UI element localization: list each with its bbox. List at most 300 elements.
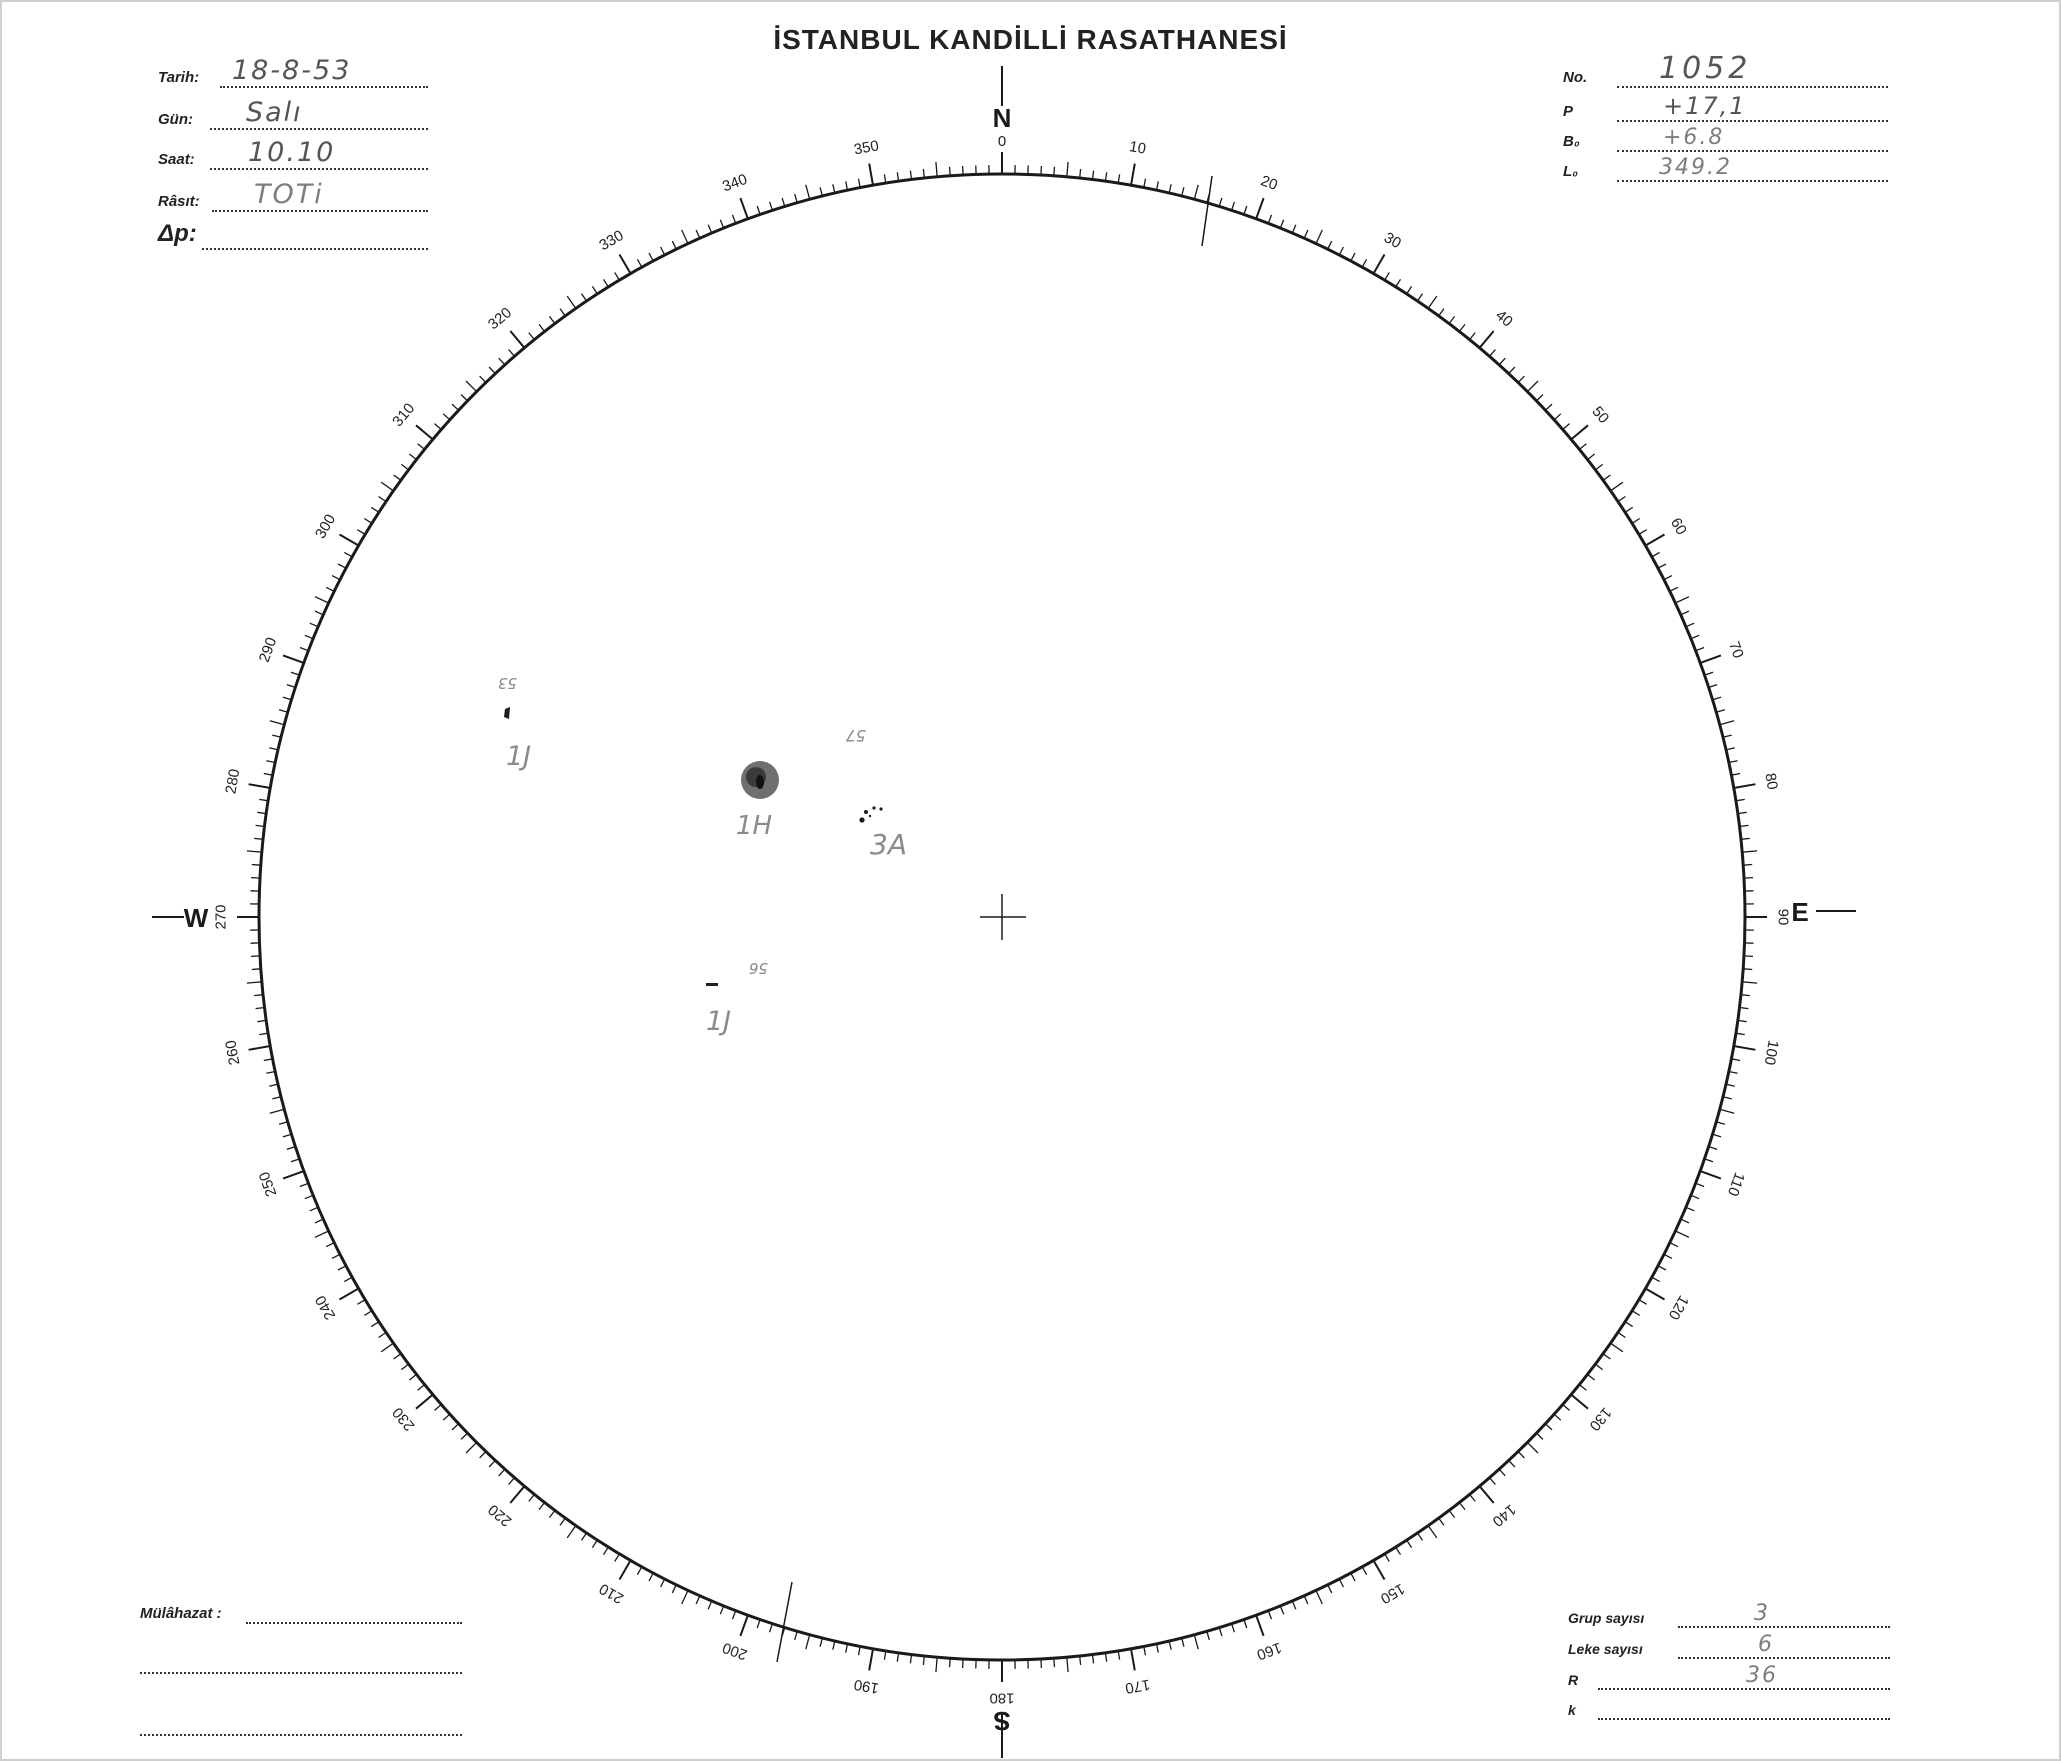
degree-tick <box>884 174 885 183</box>
degree-tick <box>251 878 260 879</box>
p-angle-value: +17,1 <box>1663 92 1747 120</box>
degree-tick <box>1545 1424 1552 1430</box>
degree-tick <box>315 597 329 603</box>
degree-tick <box>409 1374 416 1380</box>
degree-tick <box>1118 174 1119 183</box>
spot-count-value: 6 <box>1758 1632 1774 1657</box>
degree-label: 70 <box>1725 639 1747 661</box>
degree-tick <box>1385 1554 1390 1562</box>
observer-value: TOTi <box>254 179 324 210</box>
degree-tick <box>620 1561 631 1580</box>
degree-tick <box>846 1644 848 1653</box>
degree-tick <box>416 425 433 439</box>
degree-tick <box>1490 1478 1496 1485</box>
degree-tick <box>1734 1046 1756 1050</box>
degree-tick <box>696 1596 700 1604</box>
degree-tick <box>340 535 359 546</box>
degree-tick <box>770 202 773 211</box>
degree-tick <box>1738 812 1747 813</box>
sunspot-mark <box>504 707 510 719</box>
degree-tick <box>1385 272 1390 280</box>
degree-label: 110 <box>1723 1169 1748 1199</box>
r-number-label: R <box>1568 1672 1579 1688</box>
degree-label: 40 <box>1492 306 1516 331</box>
degree-tick <box>1639 530 1647 535</box>
degree-tick <box>1527 1442 1538 1453</box>
degree-tick <box>1105 172 1106 181</box>
degree-tick <box>682 230 688 244</box>
degree-tick <box>1509 367 1515 374</box>
number-label: No. <box>1563 69 1588 86</box>
sunspot-number-label: 53 <box>497 674 517 692</box>
degree-tick <box>266 761 275 763</box>
degree-tick <box>480 376 486 382</box>
degree-tick <box>1625 1322 1633 1327</box>
degree-tick <box>1157 181 1159 190</box>
degree-label: 310 <box>389 399 419 431</box>
degree-tick <box>1396 279 1401 287</box>
degree-tick <box>1428 1526 1437 1538</box>
degree-tick <box>1734 784 1756 788</box>
degree-tick <box>859 1646 861 1655</box>
degree-tick <box>1639 1300 1647 1305</box>
degree-tick <box>344 1277 352 1281</box>
degree-tick <box>326 1243 334 1247</box>
degree-tick <box>1537 395 1543 401</box>
degree-label: 190 <box>852 1675 881 1697</box>
degree-tick <box>300 648 308 651</box>
degree-tick <box>604 279 609 287</box>
degree-tick <box>1439 1518 1444 1525</box>
degree-tick <box>1579 1385 1586 1391</box>
degree-tick <box>757 1620 760 1629</box>
degree-tick <box>269 748 278 750</box>
degree-tick <box>1537 1433 1543 1439</box>
degree-tick <box>936 1657 937 1672</box>
degree-tick <box>1744 878 1753 879</box>
sunspot-group-label: 1J <box>706 1006 732 1037</box>
degree-label: 50 <box>1588 403 1613 427</box>
degree-tick <box>1742 982 1757 983</box>
degree-label: 300 <box>311 511 340 542</box>
rotation-axis-mark-north <box>1202 176 1212 246</box>
sunspot-mark <box>869 815 871 817</box>
degree-tick <box>315 1231 329 1237</box>
degree-tick <box>357 530 365 535</box>
degree-tick <box>1588 1374 1595 1380</box>
p-angle-label: P <box>1563 103 1574 120</box>
degree-tick <box>1490 350 1496 357</box>
degree-tick <box>1705 672 1714 675</box>
degree-tick <box>254 995 263 996</box>
degree-tick <box>509 350 515 357</box>
degree-label: 150 <box>1377 1579 1408 1608</box>
degree-tick <box>592 286 597 294</box>
degree-label: 250 <box>255 1169 281 1199</box>
degree-label: 20 <box>1258 172 1280 194</box>
degree-tick <box>443 1414 450 1420</box>
degree-tick <box>283 1134 292 1137</box>
degree-tick <box>401 464 408 470</box>
date-value: 18-8-53 <box>232 55 352 86</box>
sunspot-group-label: 1H <box>736 811 773 841</box>
degree-tick <box>782 198 785 207</box>
degree-tick <box>251 956 260 957</box>
degree-tick <box>1118 1651 1119 1660</box>
degree-tick <box>1618 497 1625 502</box>
degree-tick <box>1449 316 1455 323</box>
degree-tick <box>1744 956 1753 957</box>
degree-tick <box>1664 576 1672 580</box>
degree-tick <box>1646 1289 1665 1300</box>
degree-tick <box>620 255 631 274</box>
degree-tick <box>820 187 822 196</box>
degree-label: 230 <box>389 1403 419 1435</box>
degree-tick <box>539 324 545 331</box>
degree-label: 290 <box>255 635 281 665</box>
degree-tick <box>1652 1277 1660 1281</box>
degree-tick <box>869 1649 873 1671</box>
degree-tick <box>409 454 416 460</box>
degree-tick <box>539 1503 545 1510</box>
b0-value: +6.8 <box>1663 125 1725 150</box>
degree-tick <box>1470 1494 1476 1501</box>
degree-tick <box>466 381 477 392</box>
degree-tick <box>344 552 352 556</box>
degree-tick <box>529 333 535 340</box>
degree-tick <box>1459 324 1465 331</box>
degree-tick <box>1670 587 1678 591</box>
degree-tick <box>1742 851 1757 852</box>
degree-tick <box>1351 1573 1355 1581</box>
degree-tick <box>1407 1540 1412 1548</box>
degree-tick <box>733 215 736 223</box>
east-letter: E <box>1791 897 1809 927</box>
degree-tick <box>795 194 798 203</box>
degree-tick <box>1449 1510 1455 1517</box>
degree-tick <box>1658 564 1666 568</box>
degree-tick <box>435 1405 442 1411</box>
degree-tick <box>637 259 641 267</box>
degree-tick <box>1509 1460 1515 1467</box>
delta-p-label: Δp: <box>158 220 197 247</box>
degree-tick <box>720 220 723 228</box>
degree-tick <box>510 1486 524 1503</box>
degree-tick <box>1459 1503 1465 1510</box>
date-label: Tarih: <box>158 69 200 86</box>
degree-tick <box>1131 1649 1135 1671</box>
degree-tick <box>247 851 262 852</box>
degree-tick <box>1716 710 1725 713</box>
degree-tick <box>364 1311 372 1316</box>
degree-tick <box>1499 358 1505 365</box>
degree-tick <box>1713 697 1722 700</box>
degree-tick <box>1067 1657 1068 1672</box>
degree-tick <box>1041 1659 1042 1668</box>
degree-label: 350 <box>852 137 881 159</box>
degree-tick <box>859 179 861 188</box>
degree-tick <box>332 1254 340 1258</box>
degree-tick <box>1603 1354 1610 1359</box>
degree-label: 90 <box>1774 908 1792 926</box>
degree-tick <box>509 1478 515 1485</box>
degree-tick <box>291 672 300 675</box>
sunspot-group-label: 3A <box>870 828 907 861</box>
degree-tick <box>833 184 835 193</box>
degree-tick <box>963 1659 964 1668</box>
degree-tick <box>287 1147 296 1150</box>
sunspot-group-56 <box>706 959 768 1037</box>
degree-tick <box>1480 1486 1494 1503</box>
observatory-title: İSTANBUL KANDİLLİ RASATHANESİ <box>773 24 1288 55</box>
degree-label: 120 <box>1664 1292 1693 1323</box>
degree-tick <box>1720 721 1735 725</box>
degree-tick <box>305 1195 313 1198</box>
degree-tick <box>270 1109 285 1113</box>
degree-label: 210 <box>596 1579 627 1608</box>
degree-tick <box>1736 1033 1745 1034</box>
degree-tick <box>1256 1615 1264 1636</box>
degree-tick <box>247 982 262 983</box>
time-label: Saat: <box>158 151 195 168</box>
degree-tick <box>1428 296 1437 308</box>
degree-tick <box>257 812 266 813</box>
degree-tick <box>1080 1656 1081 1665</box>
sunspot-mark <box>879 807 882 810</box>
degree-tick <box>1351 253 1355 261</box>
degree-tick <box>529 1494 535 1501</box>
degree-tick <box>489 1460 495 1467</box>
degree-tick <box>1731 1059 1740 1061</box>
degree-label: 320 <box>484 304 516 334</box>
degree-tick <box>401 1364 408 1370</box>
degree-tick <box>604 1547 609 1555</box>
degree-label: 340 <box>720 170 750 196</box>
degree-tick <box>923 1656 924 1665</box>
degree-tick <box>1652 552 1660 556</box>
degree-tick <box>1571 425 1588 439</box>
degree-label: 240 <box>311 1292 340 1323</box>
degree-tick <box>1105 1653 1106 1662</box>
degree-tick <box>1328 241 1332 249</box>
south-letter: S <box>993 1706 1011 1736</box>
degree-tick <box>371 1322 379 1327</box>
degree-tick <box>1054 167 1055 176</box>
degree-tick <box>461 395 467 401</box>
degree-tick <box>592 1540 597 1548</box>
degree-tick <box>480 1452 486 1458</box>
degree-tick <box>1700 1171 1721 1179</box>
degree-tick <box>733 1611 736 1619</box>
degree-tick <box>1374 1561 1385 1580</box>
degree-tick <box>499 358 505 365</box>
degree-tick <box>869 164 873 186</box>
degree-tick <box>1731 774 1740 776</box>
remarks-label: Mülâhazat : <box>140 1605 222 1622</box>
degree-label: 280 <box>222 767 244 796</box>
degree-tick <box>1681 1219 1689 1223</box>
degree-tick <box>1588 454 1595 460</box>
degree-tick <box>950 167 951 176</box>
degree-tick <box>283 697 292 700</box>
sunspot-number-label: 56 <box>748 959 768 977</box>
day-label: Gün: <box>158 111 193 128</box>
degree-label: 260 <box>222 1038 244 1067</box>
degree-tick <box>1268 215 1271 223</box>
degree-tick <box>582 294 587 301</box>
degree-label: 180 <box>989 1689 1015 1707</box>
sunspot-group-1h <box>736 761 779 841</box>
degree-tick <box>357 1300 365 1305</box>
degree-tick <box>254 838 263 839</box>
degree-tick <box>1067 162 1068 177</box>
degree-tick <box>394 475 401 480</box>
degree-tick <box>708 1601 712 1609</box>
degree-tick <box>315 1219 323 1223</box>
l0-value: 349.2 <box>1659 155 1732 180</box>
degree-tick <box>394 1354 401 1359</box>
degree-label: 130 <box>1585 1403 1615 1435</box>
degree-tick <box>661 1579 665 1587</box>
degree-tick <box>264 1059 273 1061</box>
degree-tick <box>1518 376 1524 382</box>
degree-tick <box>708 225 712 233</box>
degree-tick <box>560 309 565 316</box>
sunspot-mark <box>706 983 718 986</box>
degree-tick <box>1603 475 1610 480</box>
degree-tick <box>1723 1097 1732 1099</box>
degree-tick <box>310 1207 318 1211</box>
degree-tick <box>936 162 937 177</box>
degree-tick <box>287 685 296 688</box>
degree-tick <box>259 1033 268 1034</box>
degree-tick <box>963 166 964 175</box>
degree-tick <box>1144 179 1146 188</box>
degree-tick <box>259 799 268 800</box>
degree-tick <box>1579 444 1586 450</box>
day-value: Salı <box>246 97 303 128</box>
degree-tick <box>1219 1628 1222 1637</box>
degree-label: 60 <box>1666 515 1690 538</box>
degree-tick <box>1182 187 1184 196</box>
degree-tick <box>1716 1122 1725 1125</box>
degree-tick <box>637 1567 641 1575</box>
degree-tick <box>310 623 318 627</box>
degree-tick <box>1686 623 1694 627</box>
degree-tick <box>806 1635 810 1650</box>
sunspot-mark <box>859 817 864 822</box>
degree-tick <box>1675 1231 1689 1237</box>
degree-tick <box>757 206 760 215</box>
degree-tick <box>1664 1254 1672 1258</box>
degree-tick <box>272 735 281 737</box>
degree-tick <box>249 1046 271 1050</box>
degree-tick <box>266 1072 275 1074</box>
degree-tick <box>1729 761 1738 763</box>
degree-tick <box>1131 164 1135 186</box>
degree-tick <box>1518 1452 1524 1458</box>
degree-tick <box>252 969 261 970</box>
degree-tick <box>682 1590 688 1604</box>
degree-tick <box>1407 286 1412 294</box>
number-value: 1052 <box>1659 51 1752 86</box>
degree-tick <box>1700 655 1721 663</box>
sunspot-mark <box>872 806 875 809</box>
degree-tick <box>1743 969 1752 970</box>
degree-tick <box>1741 838 1750 839</box>
degree-tick <box>1244 1620 1247 1629</box>
degree-tick <box>272 1097 281 1099</box>
degree-tick <box>371 507 379 512</box>
degree-tick <box>615 1554 620 1562</box>
degree-tick <box>661 247 665 255</box>
degree-tick <box>416 1395 433 1409</box>
degree-tick <box>1527 381 1538 392</box>
spot-count-label: Leke sayısı <box>1568 1641 1643 1657</box>
degree-label: 200 <box>720 1638 750 1664</box>
north-zero-label: 0 <box>997 133 1007 150</box>
degree-tick <box>1611 482 1623 491</box>
degree-tick <box>418 444 425 450</box>
degree-tick <box>567 1526 576 1538</box>
degree-tick <box>1705 1159 1714 1162</box>
degree-tick <box>283 655 304 663</box>
sunspot-group-label: 1J <box>506 741 532 772</box>
degree-tick <box>1316 1590 1322 1604</box>
degree-tick <box>452 404 459 410</box>
group-count-value: 3 <box>1754 1601 1770 1626</box>
degree-tick <box>435 424 442 430</box>
degree-tick <box>1571 1395 1588 1409</box>
sunspot-group-53 <box>498 674 531 772</box>
degree-tick <box>950 1658 951 1667</box>
degree-tick <box>672 241 676 249</box>
degree-tick <box>1595 464 1602 470</box>
degree-tick <box>1723 735 1732 737</box>
degree-label: 30 <box>1381 229 1404 253</box>
degree-tick <box>379 1333 386 1338</box>
degree-tick <box>1713 1134 1722 1137</box>
degree-tick <box>466 1442 477 1453</box>
degree-tick <box>279 1122 288 1125</box>
degree-tick <box>1244 206 1247 215</box>
degree-tick <box>1418 294 1423 301</box>
degree-tick <box>549 316 555 323</box>
degree-tick <box>1439 309 1444 316</box>
degree-tick <box>582 1533 587 1540</box>
degree-tick <box>1144 1646 1146 1655</box>
degree-tick <box>806 185 810 200</box>
degree-tick <box>338 1266 346 1270</box>
degree-tick <box>884 1651 885 1660</box>
degree-tick <box>1696 1183 1704 1186</box>
degree-tick <box>696 230 700 238</box>
degree-tick <box>1041 166 1042 175</box>
degree-tick <box>720 1606 723 1614</box>
degree-tick <box>1362 259 1366 267</box>
degree-tick <box>1292 1601 1296 1609</box>
degree-label: 80 <box>1761 771 1781 792</box>
degree-tick <box>795 1631 798 1640</box>
degree-tick <box>1207 1631 1210 1640</box>
degree-tick <box>264 774 273 776</box>
degree-tick <box>1374 255 1385 274</box>
degree-tick <box>1396 1547 1401 1555</box>
degree-tick <box>1632 1311 1640 1316</box>
degree-tick <box>443 414 450 420</box>
degree-label: 270 <box>212 904 230 930</box>
degree-tick <box>1696 648 1704 651</box>
